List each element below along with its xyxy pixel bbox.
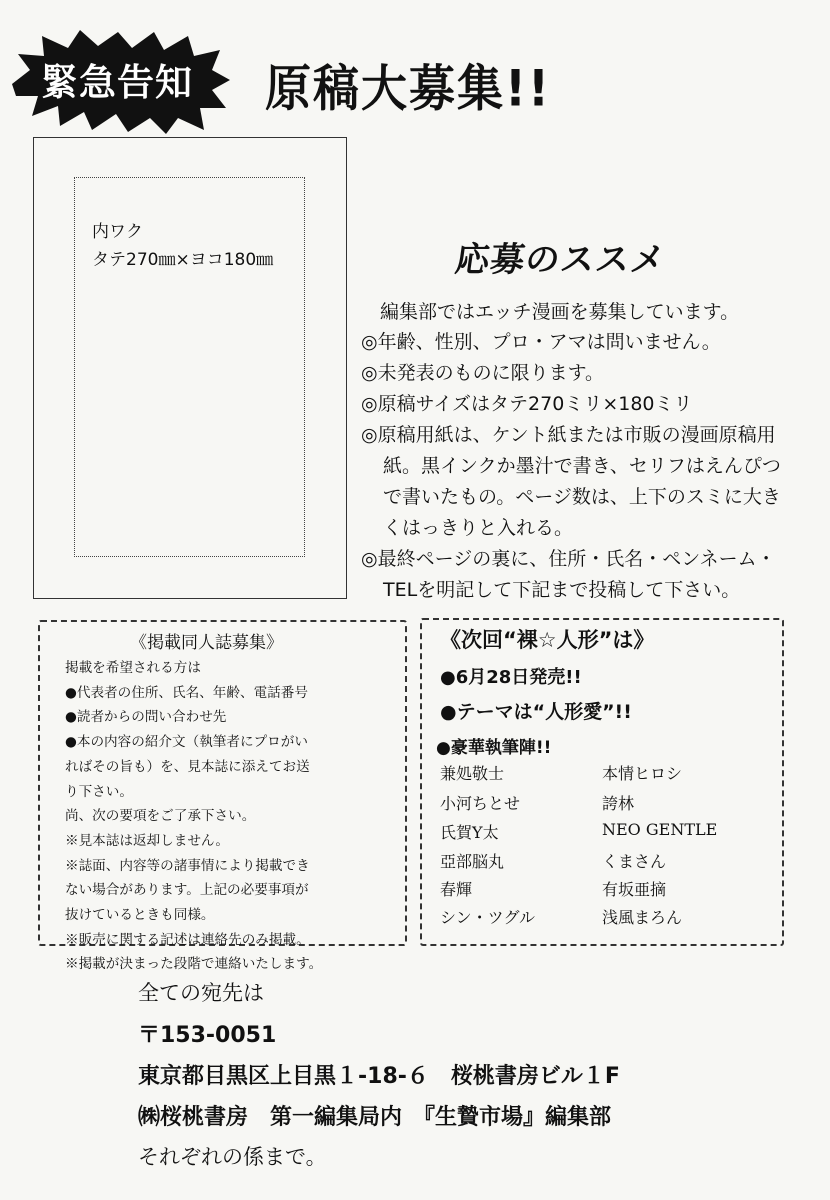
doujin-line: り下さい。: [65, 783, 133, 800]
address-closing: それぞれの係まで。: [138, 1145, 327, 1169]
recommend-item: ◎年齢、性別、プロ・アマは問いません。: [361, 331, 721, 353]
recommend-heading: 応募のススメ: [452, 240, 669, 280]
doujin-line: ●代表者の住所、氏名、年齢、電話番号: [65, 684, 308, 701]
recommend-item-line: TELを明記して下記まで投稿して下さい。: [383, 579, 741, 601]
doujin-line: ない場合があります。上記の必要事項が: [65, 882, 309, 899]
page-headline: 原稿大募集!!: [265, 59, 551, 118]
doujin-recruit-title: 《掲載同人誌募集》: [130, 633, 283, 653]
address-intro: 全ての宛先は: [138, 981, 264, 1005]
doujin-line: 掲載を希望される方は: [65, 660, 201, 676]
doujin-line: ※販売に関する記述は連絡先のみ掲載。: [65, 931, 310, 948]
inner-frame-label-line2: タテ270㎜×ヨコ180㎜: [92, 250, 274, 270]
doujin-line: 尚、次の要項をご了承下さい。: [65, 808, 256, 825]
doujin-line: ●読者からの問い合わせ先: [65, 709, 227, 726]
recommend-item-paper: [361, 420, 801, 544]
recommend-item-line: ◎原稿用紙は、ケント紙または市販の漫画原稿用: [361, 424, 776, 446]
next-issue-title: 《次回“裸☆人形”は》: [440, 628, 655, 652]
doujin-line: ●本の内容の紹介文（執筆者にプロがい: [65, 734, 308, 751]
author-name: 本情ヒロシ: [602, 764, 683, 783]
recommend-item-line: 紙。黒インクか墨汁で書き、セリフはえんぴつ: [383, 455, 781, 477]
doujin-line: ればその旨も）を、見本誌に添えてお送: [65, 758, 310, 775]
urgent-notice-label: 緊急告知: [41, 61, 193, 104]
author-name: 小河ちとせ: [440, 794, 521, 813]
author-name: NEO GENTLE: [602, 820, 718, 839]
author-name: 誇林: [602, 794, 635, 813]
doujin-line: ※見本誌は返却しません。: [65, 832, 229, 849]
doujin-line: ※掲載が決まった段階で連絡いたします。: [65, 956, 323, 973]
next-issue-release: ●6月28日発売!!: [440, 667, 582, 688]
recommend-item-line: くはっきりと入れる。: [383, 517, 574, 539]
recommend-item: ◎原稿サイズはタテ270ミリ×180ミリ: [361, 393, 693, 415]
author-name: 兼処敬士: [440, 764, 505, 783]
doujin-recruit-body: [65, 656, 395, 977]
recommend-item: ◎未発表のものに限ります。: [361, 362, 605, 384]
street-address: 東京都目黒区上目黒１-18-６ 桜桃書房ビル１F: [138, 1064, 620, 1089]
address-block: [138, 977, 620, 1171]
author-name: シン・ツグル: [440, 908, 535, 927]
doujin-line: 抜けているときも同様。: [65, 907, 215, 924]
inner-frame-label-line1: 内ワク: [92, 222, 143, 242]
inner-frame-label: [92, 218, 273, 274]
doujin-line: ※誌面、内容等の諸事情により掲載でき: [65, 857, 310, 874]
next-issue-theme: ●テーマは“人形愛”!!: [440, 701, 632, 723]
author-name: 氏賀Y太: [440, 823, 499, 842]
publisher-department: ㈱桜桃書房 第一編集局内 『生贄市場』編集部: [138, 1105, 612, 1130]
recommend-item-line: ◎最終ページの裏に、住所・氏名・ペンネーム・: [361, 548, 776, 570]
next-issue-lineup-label: ●豪華執筆陣!!: [436, 738, 552, 758]
recommend-item-line: で書いたもの。ページ数は、上下のスミに大き: [383, 486, 781, 508]
author-name: くまさん: [602, 852, 667, 871]
author-name: 春輝: [440, 880, 473, 899]
postal-code: 〒153-0051: [138, 1023, 277, 1048]
recommend-item-submit: [361, 544, 801, 606]
author-name: 亞部脳丸: [440, 852, 505, 871]
recommend-list: [361, 327, 801, 606]
recommend-intro: 編集部ではエッチ漫画を募集しています。: [380, 301, 740, 323]
author-name: 浅風まろん: [602, 908, 683, 927]
author-name: 有坂亜摘: [602, 880, 667, 899]
